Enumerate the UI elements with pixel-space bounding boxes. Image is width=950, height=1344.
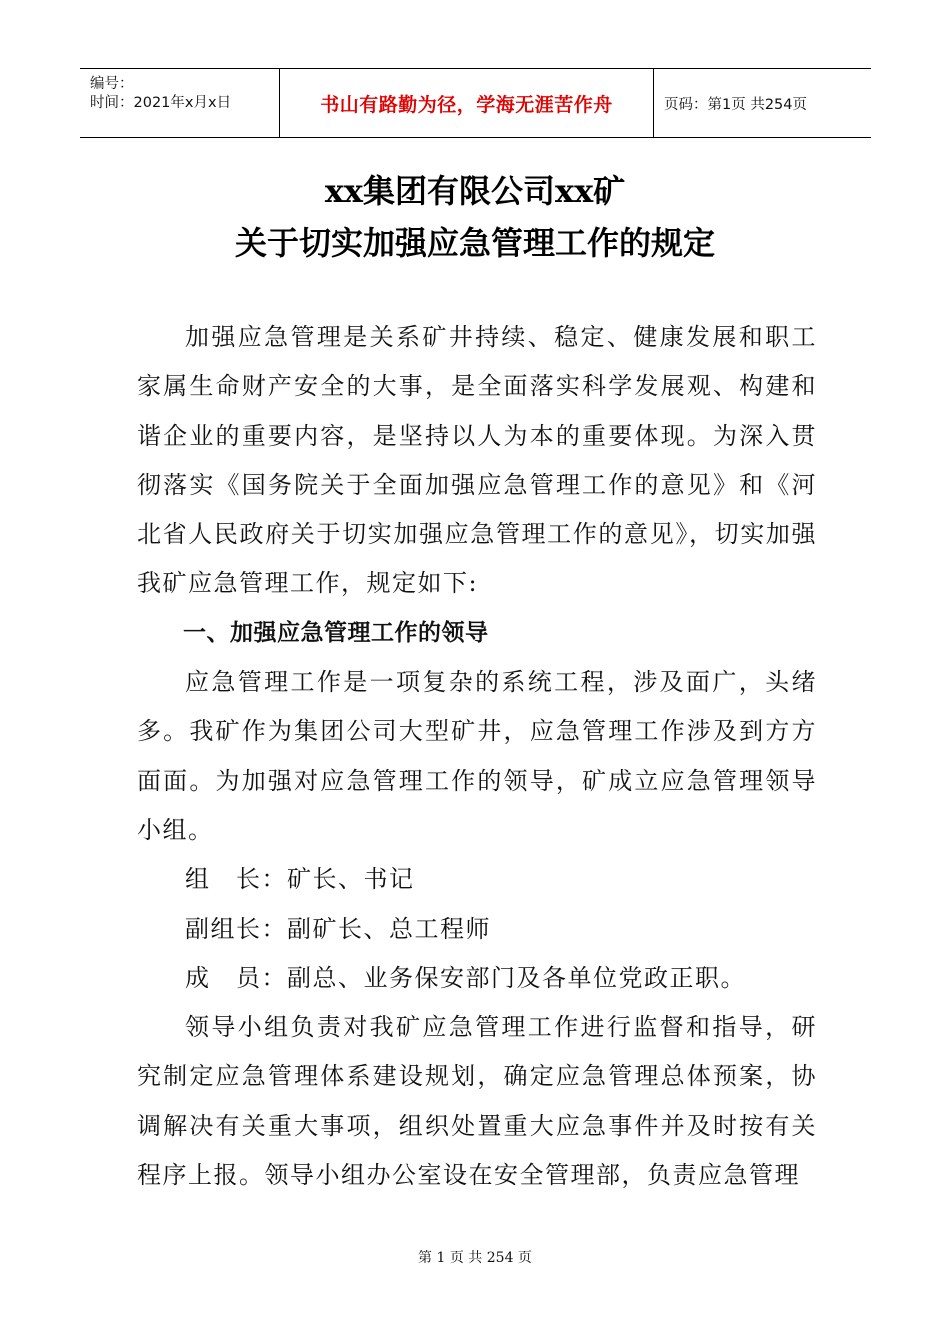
section-paragraph: 领导小组负责对我矿应急管理工作进行监督和指导，研究制定应急管理体系建设规划，确定应急管理总体预案，协调解决有关重大事项，组织处置重大应急事件并及时按有关程序上报。领导小组办公室设在安全管理部，负责应急管理 xyxy=(137,1013,817,1190)
deputy-line: 副组长：副矿长、总工程师 xyxy=(185,914,491,943)
header-page-info: 页码：第1页 共254页 xyxy=(664,96,808,113)
document-title-line2: 关于切实加强应急管理工作的规定 xyxy=(234,224,715,262)
section-heading: 一、加强应急管理工作的领导 xyxy=(183,619,489,646)
document-body xyxy=(137,313,817,1200)
header-motto: 书山有路勤为径，学海无涯苦作舟 xyxy=(280,69,654,137)
members-line: 成 员：副总、业务保安部门及各单位党政正职。 xyxy=(185,963,746,992)
document-title-line1: xx集团有限公司xx矿 xyxy=(324,172,626,210)
section-paragraph: 应急管理工作是一项复杂的系统工程，涉及面广，头绪多。我矿作为集团公司大型矿井，应急管理工作涉及到方方面面。为加强对应急管理工作的领导，矿成立应急管理领导小组。 xyxy=(137,668,817,844)
header-meta xyxy=(80,69,280,137)
document-number: 编号： xyxy=(90,76,134,92)
intro-paragraph: 加强应急管理是关系矿井持续、稳定、健康发展和职工家属生命财产安全的大事，是全面落实科学发展观、构建和谐企业的重要内容，是坚持以人为本的重要体现。为深入贯彻落实《国务院关于全面加强应急管理工作的意见》和《河北省人民政府关于切实加强应急管理工作的意见》，切实加强我矿应急管理工作，规定如下: xyxy=(137,323,817,598)
page-footer: 第 1 页 共 254 页 xyxy=(418,1250,532,1266)
page-header xyxy=(80,68,871,138)
document-time: 时间：2021年x月x日 xyxy=(90,95,232,111)
leader-line: 组 长：矿长、书记 xyxy=(185,865,415,894)
